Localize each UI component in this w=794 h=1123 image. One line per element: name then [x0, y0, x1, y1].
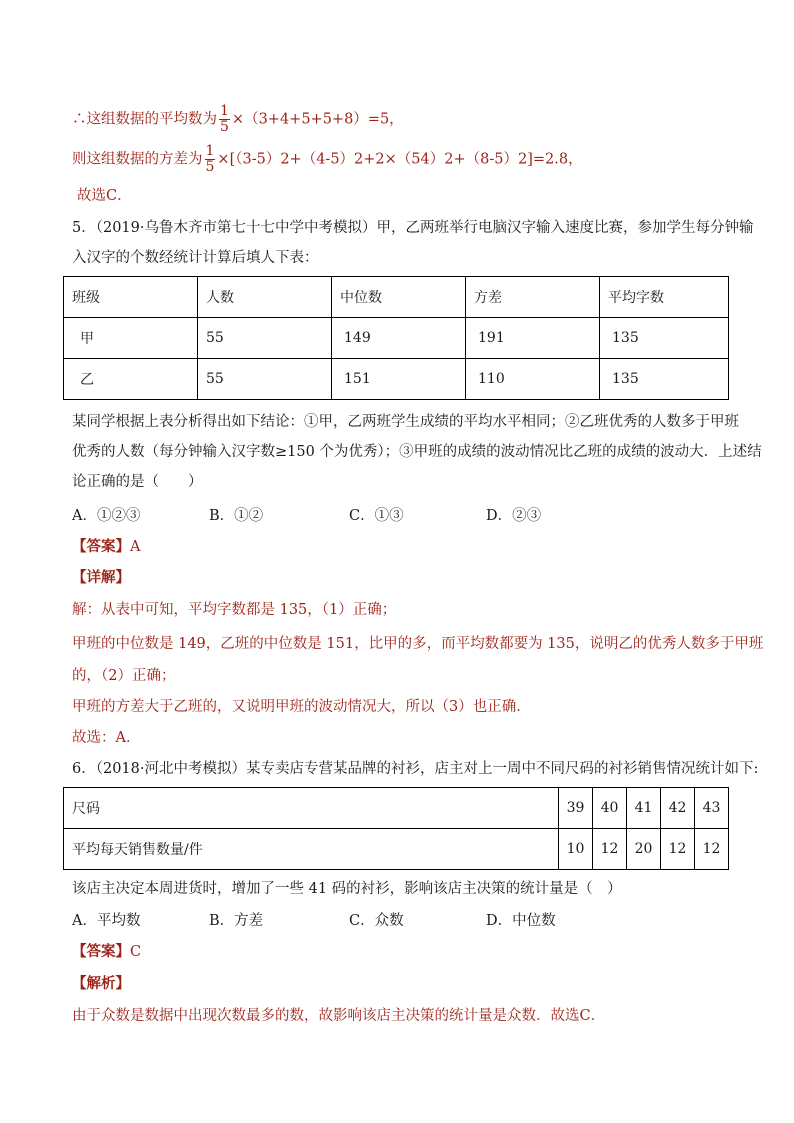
q5-options — [72, 506, 541, 526]
q5-solution-line3: 的，（2）正确； — [72, 668, 176, 684]
fraction-denominator: 5 — [205, 159, 215, 175]
row-label: 平均每天销售数量/件 — [64, 829, 559, 870]
table-cell: 191 — [466, 318, 600, 359]
header-cell: 人数 — [198, 277, 332, 318]
table-cell: 149 — [332, 318, 466, 359]
table-row — [64, 829, 729, 870]
table-cell: 12 — [695, 829, 729, 870]
q5-stem-line1: 5．（2019·乌鲁木齐市第七十七中学中考模拟）甲，乙两班举行电脑汉字输入速度比赛，参加学生每分钟输 — [72, 220, 754, 236]
answer-label: 【答案】 — [72, 943, 130, 960]
option-a: A．①②③ — [72, 508, 141, 524]
table-cell: 41 — [627, 788, 661, 829]
answer-value: C — [130, 944, 142, 960]
option-d: D．②③ — [486, 508, 542, 524]
table-cell: 55 — [198, 318, 332, 359]
fraction-denominator: 5 — [220, 119, 229, 135]
option-a: A．平均数 — [72, 913, 141, 929]
mean-text-post: ×（3+4+5+5+8）=5， — [231, 111, 404, 128]
header-cell: 平均字数 — [600, 277, 729, 318]
table-cell: 12 — [593, 829, 627, 870]
option-b: B．①② — [209, 508, 264, 524]
top-answer: 故选C． — [77, 188, 132, 204]
q5-detail-label: 【详解】 — [72, 569, 130, 586]
fraction-numerator: 1 — [205, 143, 215, 159]
q5-solution-line1: 解：从表中可知，平均字数都是 135，（1）正确； — [72, 602, 397, 618]
header-cell: 方差 — [466, 277, 600, 318]
table-header-row — [64, 277, 729, 318]
table-cell: 110 — [466, 359, 600, 400]
fraction — [219, 104, 230, 135]
q5-stem-line2: 入汉字的个数经统计计算后填人下表： — [72, 250, 319, 266]
variance-line — [72, 144, 583, 175]
table-cell: 39 — [559, 788, 593, 829]
table-cell: 20 — [627, 829, 661, 870]
table-cell: 乙 — [64, 359, 198, 400]
table-cell: 12 — [661, 829, 695, 870]
q5-statement-line1: 某同学根据上表分析得出如下结论：①甲，乙两班学生成绩的平均水平相同；②乙班优秀的人数多于甲班 — [72, 414, 739, 430]
table-cell: 151 — [332, 359, 466, 400]
q5-statement-line2: 优秀的人数（每分钟输入汉字数≥150 个为优秀）；③甲班的成绩的波动情况比乙班的成绩的波动大．上述结 — [72, 444, 762, 460]
answer-label: 【答案】 — [72, 538, 130, 555]
row-label: 尺码 — [64, 788, 559, 829]
mean-line — [72, 104, 404, 135]
table-cell: 40 — [593, 788, 627, 829]
q6-solution: 由于众数是数据中出现次数最多的数，故影响该店主决策的统计量是众数．故选C． — [72, 1008, 606, 1024]
q6-analysis-label: 【解析】 — [72, 975, 130, 992]
q6-answer — [72, 942, 141, 962]
q5-answer — [72, 537, 140, 557]
q5-solution-line2: 甲班的中位数是 149，乙班的中位数是 151，比甲的多，而平均数都要为 135，说明乙的优秀人数多于甲班 — [72, 636, 764, 652]
table-cell: 55 — [198, 359, 332, 400]
fraction-numerator: 1 — [220, 103, 229, 119]
table-cell: 43 — [695, 788, 729, 829]
q6-stem: 6．（2018·河北中考模拟）某专卖店专营某品牌的衬衫，店主对上一周中不同尺码的衬衫销售情况统计如下: — [72, 761, 759, 777]
q5-statement-line3: 论正确的是（ ） — [72, 474, 203, 490]
variance-text-post: ×[（3-5）2+（4-5）2+2×（54）2+（8-5）2]=2.8， — [217, 151, 583, 168]
table-cell: 10 — [559, 829, 593, 870]
variance-text-pre: 则这组数据的方差为 — [72, 151, 203, 168]
option-d: D．中位数 — [486, 913, 556, 929]
q5-final-answer: 故选：A． — [72, 730, 141, 746]
fraction — [205, 144, 216, 175]
header-cell: 班级 — [64, 277, 198, 318]
mean-text-pre: ∴这组数据的平均数为 — [72, 111, 217, 128]
header-cell: 中位数 — [332, 277, 466, 318]
option-c: C．众数 — [349, 913, 404, 929]
q5-solution-line4: 甲班的方差大于乙班的，又说明甲班的波动情况大，所以（3）也正确． — [72, 699, 531, 715]
option-b: B．方差 — [209, 913, 264, 929]
answer-value: A — [130, 539, 141, 555]
q6-question: 该店主决定本周进货时，增加了一些 41 码的衬衫，影响该店主决策的统计量是（ ） — [72, 881, 622, 897]
table-cell: 135 — [600, 359, 729, 400]
table-cell: 42 — [661, 788, 695, 829]
q6-options — [72, 911, 556, 931]
table-cell: 甲 — [64, 318, 198, 359]
table-cell: 135 — [600, 318, 729, 359]
option-c: C．①③ — [349, 508, 404, 524]
q5-table — [63, 276, 729, 400]
table-row — [64, 318, 729, 359]
table-row — [64, 359, 729, 400]
table-row — [64, 788, 729, 829]
q6-table — [63, 787, 729, 870]
